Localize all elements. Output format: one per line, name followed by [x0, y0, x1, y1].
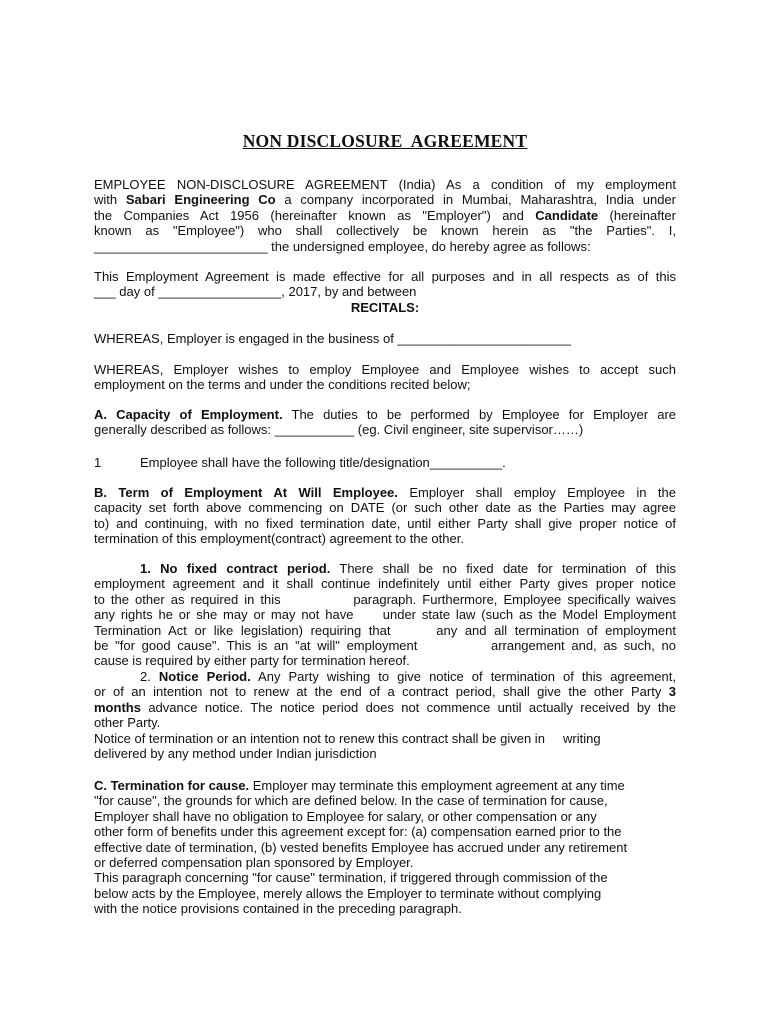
subsection-2-number: 2. — [140, 669, 159, 684]
subsection-2-line-1 — [94, 669, 676, 684]
section-c-heading: C. Termination for cause. — [94, 778, 250, 793]
subsection-2-line-3 — [94, 700, 676, 715]
subsection-1-line-1-text: There shall be no fixed date for termination of this — [330, 561, 676, 576]
section-b-line-3: to) and continuing, with no fixed termination date, until either Party shall give proper notice of — [94, 515, 676, 531]
section-c-line-8: below acts by the Employee, merely allows the Employer to terminate without complying — [94, 885, 602, 901]
section-c-line-7: This paragraph concerning "for cause" termination, if triggered through commission of the — [94, 870, 608, 886]
section-a-line-2: generally described as follows: ___________ (eg. Civil engineer, site supervisor……) — [94, 422, 584, 438]
whereas-business: WHEREAS, Employer is engaged in the business of ________________________ — [94, 331, 572, 346]
intro-line-2-text: with — [94, 192, 126, 208]
section-c-line-4: other form of benefits under this agreement except for: (a) compensation earned prior to the — [94, 824, 622, 840]
subsection-1-line-2: employment agreement and it shall continue indefinitely until either Party gives proper notice — [94, 576, 676, 592]
whereas-employ-line-1: WHEREAS, Employer wishes to employ Employee and Employee wishes to accept such — [94, 362, 676, 377]
section-b-line-4: termination of this employment(contract) agreement to the other. — [94, 531, 464, 547]
section-a — [94, 407, 676, 438]
subsection-2 — [94, 669, 676, 761]
subsection-2-line-6: delivered by any method under Indian jurisdiction — [94, 746, 377, 762]
whereas-employ-line-2: employment on the terms and under the conditions recited below; — [94, 377, 471, 393]
section-b-heading: B. Term of Employment At Will Employee. — [94, 485, 398, 500]
section-c — [94, 778, 676, 917]
subsection-1-line-3: to the other as required in this paragraph. Furthermore, Employee specifically waives — [94, 591, 676, 607]
section-a-heading: A. Capacity of Employment. — [94, 407, 283, 422]
intro-line-2 — [94, 192, 676, 207]
effective-line-1: This Employment Agreement is made effective for all purposes and in all respects as of this — [94, 269, 676, 284]
subsection-2-line-2-text: or of an intention not to renew at the end of a contract period, shall give the other Party — [94, 684, 669, 700]
subsection-2-heading: Notice Period. — [158, 669, 251, 684]
section-c-line-2: "for cause", the grounds for which are defined below. In the case of termination for cause, — [94, 793, 608, 809]
section-c-line-5: effective date of termination, (b) vested benefits Employee has accrued under any retirement — [94, 839, 628, 855]
item-1-text: Employee shall have the following title/designation__________. — [140, 455, 506, 470]
section-b-line-1 — [94, 485, 676, 500]
subsection-2-line-1-text: Any Party wishing to give notice of termination of this agreement, — [250, 669, 676, 684]
section-c-line-9: with the notice provisions contained in the preceding paragraph. — [94, 901, 462, 917]
intro-line-3-text: the Companies Act 1956 (hereinafter known as "Employer") and — [94, 207, 536, 223]
section-a-line-1 — [94, 407, 676, 422]
subsection-1-line-7: cause is required by either party for termination hereof. — [94, 653, 410, 669]
section-c-line-3: Employer shall have no obligation to Employee for salary, or other compensation or any — [94, 808, 597, 824]
subsection-2-line-3-text: advance notice. The notice period does not commence until actually received by the — [140, 699, 676, 715]
subsection-1-heading: 1. No fixed contract period. — [140, 561, 331, 576]
notice-months-unit: months — [94, 699, 141, 715]
candidate-label: Candidate — [535, 207, 599, 223]
notice-months-number: 3 — [668, 684, 676, 700]
item-1 — [94, 455, 676, 470]
intro-line-5: ________________________ the undersigned employee, do hereby agree as follows: — [94, 238, 591, 254]
section-b — [94, 485, 676, 547]
document-title: NON DISCLOSURE AGREEMENT — [242, 131, 528, 151]
section-b-line-2: capacity set forth above commencing on DATE (or such other date as the Parties may agree — [94, 500, 676, 516]
intro-line-1: EMPLOYEE NON-DISCLOSURE AGREEMENT (India) As a condition of my employment — [94, 177, 676, 192]
subsection-1-line-5: Termination Act or like legislation) requiring that any and all termination of employment — [94, 622, 676, 638]
effective-line-2: ___ day of _________________, 2017, by and between — [94, 284, 417, 300]
subsection-2-line-2 — [94, 684, 676, 699]
section-b-line-1-text: Employer shall employ Employee in the — [397, 485, 676, 500]
effective-paragraph — [94, 269, 676, 300]
subsection-1-line-6: be "for good cause". This is an "at will" employment arrangement and, as such, no — [94, 638, 676, 654]
intro-paragraph — [94, 177, 676, 254]
item-1-number: 1 — [94, 455, 102, 470]
subsection-2-line-5: Notice of termination or an intention not to renew this contract shall be given in writing — [94, 730, 601, 746]
subsection-2-line-4: other Party. — [94, 715, 161, 731]
subsection-1-line-4: any rights he or she may or may not have under state law (such as the Model Employment — [94, 607, 676, 623]
section-c-line-1 — [94, 778, 676, 793]
intro-line-3 — [94, 208, 676, 223]
section-c-line-6: or deferred compensation plan sponsored by Employer. — [94, 855, 414, 871]
company-name: Sabari Engineering Co — [125, 192, 276, 208]
subsection-1 — [94, 561, 676, 669]
subsection-1-line-1 — [94, 561, 676, 576]
intro-line-2-rest: a company incorporated in Mumbai, Maharashtra, India under — [275, 192, 677, 208]
section-c-line-1-text: Employer may terminate this employment agreement at any time — [249, 778, 625, 793]
intro-line-4: known as "Employee") who shall collectively be known herein as "the Parties". I, — [94, 223, 676, 239]
whereas-employ — [94, 362, 676, 393]
recitals-heading: RECITALS: — [350, 300, 420, 315]
intro-line-3-rest: (hereinafter — [598, 207, 676, 223]
section-a-line-1-text: The duties to be performed by Employee for Employer are — [282, 407, 677, 422]
